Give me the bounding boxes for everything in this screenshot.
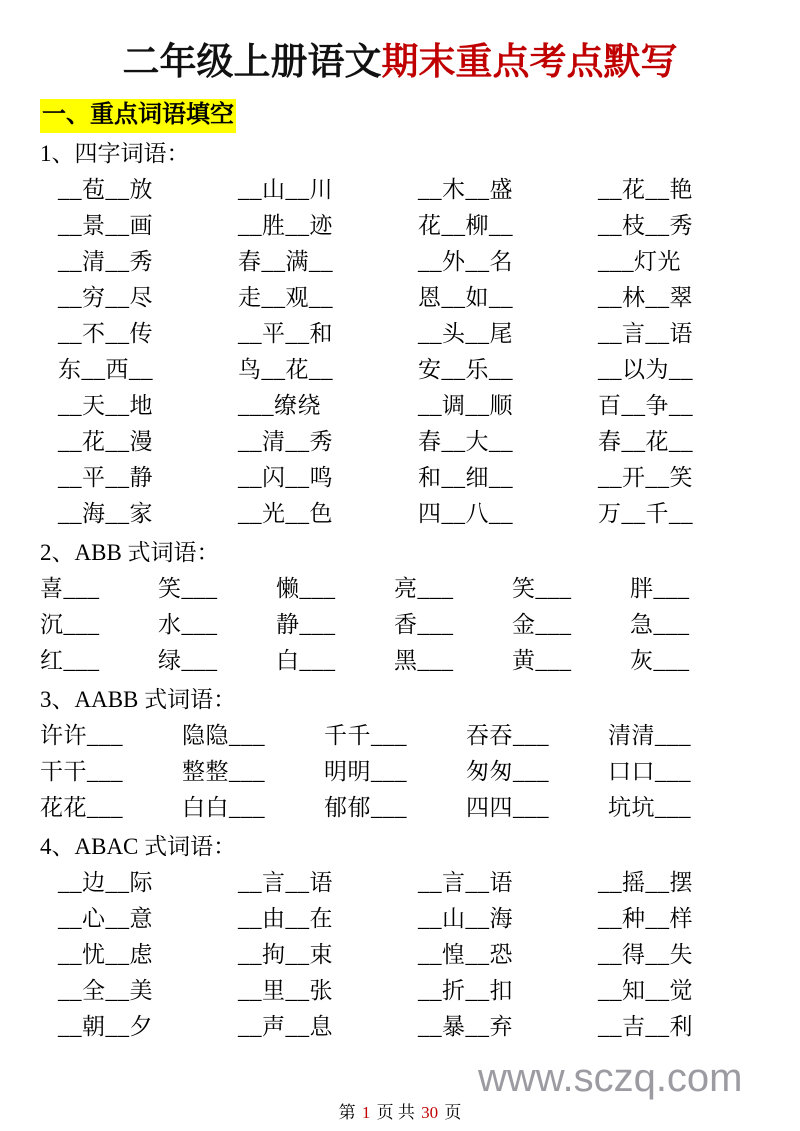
fill-in-blank-item: __全__美	[58, 978, 153, 1003]
fill-in-blank-item: __花__艳	[598, 177, 693, 202]
fill-in-blank-item: 花__柳__	[418, 213, 513, 238]
subsection-label: 1、四字词语：	[40, 141, 190, 166]
fill-in-blank-item: __心__意	[58, 906, 153, 931]
fill-in-blank-item: 金___	[512, 612, 572, 637]
fill-in-blank-item: ___缭绕	[238, 393, 321, 418]
fill-in-blank-item: 春__大__	[418, 429, 513, 454]
word-grid	[0, 865, 800, 1045]
page-title-red-part: 期末重点考点默写	[381, 42, 678, 83]
fill-in-blank-item: 隐隐___	[182, 723, 265, 748]
fill-in-blank-item: __得__失	[598, 942, 693, 967]
word-grid-row	[40, 280, 792, 316]
word-grid-row	[40, 937, 792, 973]
fill-in-blank-item: 走__观__	[238, 285, 333, 310]
fill-in-blank-item: 静___	[276, 612, 336, 637]
fill-in-blank-item: __吉__利	[598, 1014, 693, 1039]
fill-in-blank-item: __清__秀	[238, 429, 333, 454]
word-grid	[0, 718, 800, 826]
fill-in-blank-item: __以为__	[598, 357, 693, 382]
word-grid-row	[40, 424, 792, 460]
word-grid-row	[40, 352, 792, 388]
fill-in-blank-item: 沉___	[40, 612, 100, 637]
word-grid	[0, 571, 800, 679]
fill-in-blank-item: __种__样	[598, 906, 693, 931]
fill-in-blank-item: __枝__秀	[598, 213, 693, 238]
fill-in-blank-item: __言__语	[598, 321, 693, 346]
subsections-container	[0, 136, 800, 1045]
word-grid-row	[40, 460, 792, 496]
word-grid-row	[40, 244, 792, 280]
fill-in-blank-item: 春__满__	[238, 249, 333, 274]
fill-in-blank-item: 笑___	[512, 576, 572, 601]
fill-in-blank-item: 明明___	[324, 759, 407, 784]
fill-in-blank-item: __林__翠	[598, 285, 693, 310]
fill-in-blank-item: 郁郁___	[324, 795, 407, 820]
fill-in-blank-item: 白白___	[182, 795, 265, 820]
fill-in-blank-item: __拘__束	[238, 942, 333, 967]
section-heading-container	[0, 99, 800, 133]
fill-in-blank-item: 坑坑___	[608, 795, 691, 820]
fill-in-blank-item: 喜___	[40, 576, 100, 601]
fill-in-blank-item: __忧__虑	[58, 942, 153, 967]
fill-in-blank-item: 整整___	[182, 759, 265, 784]
fill-in-blank-item: 口口___	[608, 759, 691, 784]
fill-in-blank-item: 吞吞___	[466, 723, 549, 748]
fill-in-blank-item: 和__细__	[418, 465, 513, 490]
fill-in-blank-item: __惶__恐	[418, 942, 513, 967]
fill-in-blank-item: 匆匆___	[466, 759, 549, 784]
subsection-label: 3、AABB 式词语：	[40, 687, 237, 712]
fill-in-blank-item: __天__地	[58, 393, 153, 418]
site-watermark: www.sczq.com	[478, 1056, 743, 1100]
fill-in-blank-item: __暴__弃	[418, 1014, 513, 1039]
fill-in-blank-item: __花__漫	[58, 429, 153, 454]
fill-in-blank-item: 香___	[394, 612, 454, 637]
fill-in-blank-item: __平__静	[58, 465, 153, 490]
fill-in-blank-item: __开__笑	[598, 465, 693, 490]
page-title-black-part: 二年级上册语文	[122, 42, 382, 83]
fill-in-blank-item: 四__八__	[418, 501, 513, 526]
word-grid	[0, 172, 800, 532]
footer-current-page: 1	[361, 1103, 371, 1122]
fill-in-blank-item: 花花___	[40, 795, 123, 820]
page-title	[0, 0, 800, 81]
fill-in-blank-item: __言__语	[238, 870, 333, 895]
fill-in-blank-item: __言__语	[418, 870, 513, 895]
fill-in-blank-item: 鸟__花__	[238, 357, 333, 382]
fill-in-blank-item: __由__在	[238, 906, 333, 931]
subsection-label: 2、ABB 式词语：	[40, 540, 220, 565]
fill-in-blank-item: __声__息	[238, 1014, 333, 1039]
fill-in-blank-item: __穷__尽	[58, 285, 153, 310]
fill-in-blank-item: __折__扣	[418, 978, 513, 1003]
fill-in-blank-item: 胖___	[630, 576, 690, 601]
fill-in-blank-item: __平__和	[238, 321, 333, 346]
subsection-label: 4、ABAC 式词语：	[40, 834, 237, 859]
fill-in-blank-item: 黑___	[394, 648, 454, 673]
fill-in-blank-item: 恩__如__	[418, 285, 513, 310]
fill-in-blank-item: __外__名	[418, 249, 513, 274]
fill-in-blank-item: __头__尾	[418, 321, 513, 346]
fill-in-blank-item: __知__觉	[598, 978, 693, 1003]
fill-in-blank-item: 春__花__	[598, 429, 693, 454]
fill-in-blank-item: 干干___	[40, 759, 123, 784]
fill-in-blank-item: __摇__摆	[598, 870, 693, 895]
fill-in-blank-item: __山__川	[238, 177, 333, 202]
fill-in-blank-item: 白___	[276, 648, 336, 673]
fill-in-blank-item: 万__千__	[598, 501, 693, 526]
fill-in-blank-item: __里__张	[238, 978, 333, 1003]
fill-in-blank-item: 红___	[40, 648, 100, 673]
word-grid-row	[40, 790, 792, 826]
word-grid-row	[40, 865, 792, 901]
fill-in-blank-item: 四四___	[466, 795, 549, 820]
fill-in-blank-item: __木__盛	[418, 177, 513, 202]
fill-in-blank-item: __光__色	[238, 501, 333, 526]
fill-in-blank-item: 东__西__	[58, 357, 153, 382]
fill-in-blank-item: 懒___	[276, 576, 336, 601]
word-grid-row	[40, 973, 792, 1009]
fill-in-blank-item: 笑___	[158, 576, 218, 601]
footer-prefix: 第	[338, 1103, 356, 1122]
fill-in-blank-item: 亮___	[394, 576, 454, 601]
fill-in-blank-item: 百__争__	[598, 393, 693, 418]
fill-in-blank-item: __山__海	[418, 906, 513, 931]
fill-in-blank-item: __闪__鸣	[238, 465, 333, 490]
word-grid-row	[40, 901, 792, 937]
word-grid-row	[40, 496, 792, 532]
fill-in-blank-item: __胜__迹	[238, 213, 333, 238]
section-heading-highlighted: 一、重点词语填空	[40, 99, 236, 133]
word-grid-row	[40, 316, 792, 352]
fill-in-blank-item: 安__乐__	[418, 357, 513, 382]
word-grid-row	[40, 607, 792, 643]
word-grid-row	[40, 754, 792, 790]
fill-in-blank-item: 水___	[158, 612, 218, 637]
word-grid-row	[40, 643, 792, 679]
fill-in-blank-item: 绿___	[158, 648, 218, 673]
fill-in-blank-item: __景__画	[58, 213, 153, 238]
word-grid-row	[40, 718, 792, 754]
fill-in-blank-item: 千千___	[324, 723, 407, 748]
word-grid-row	[40, 172, 792, 208]
footer-middle: 页 共	[376, 1103, 415, 1122]
word-grid-row	[40, 1009, 792, 1045]
word-grid-row	[40, 388, 792, 424]
footer-total-pages: 30	[421, 1103, 439, 1122]
fill-in-blank-item: __朝__夕	[58, 1014, 153, 1039]
fill-in-blank-item: 灰___	[630, 648, 690, 673]
fill-in-blank-item: 清清___	[608, 723, 691, 748]
fill-in-blank-item: 许许___	[40, 723, 123, 748]
fill-in-blank-item: __清__秀	[58, 249, 153, 274]
fill-in-blank-item: __海__家	[58, 501, 153, 526]
fill-in-blank-item: __苞__放	[58, 177, 153, 202]
word-grid-row	[40, 208, 792, 244]
footer-suffix: 页	[444, 1103, 462, 1122]
fill-in-blank-item: 急___	[630, 612, 690, 637]
page-footer	[0, 1098, 800, 1123]
fill-in-blank-item: __边__际	[58, 870, 153, 895]
word-grid-row	[40, 571, 792, 607]
fill-in-blank-item: __调__顺	[418, 393, 513, 418]
fill-in-blank-item: ___灯光	[598, 249, 681, 274]
fill-in-blank-item: __不__传	[58, 321, 153, 346]
fill-in-blank-item: 黄___	[512, 648, 572, 673]
